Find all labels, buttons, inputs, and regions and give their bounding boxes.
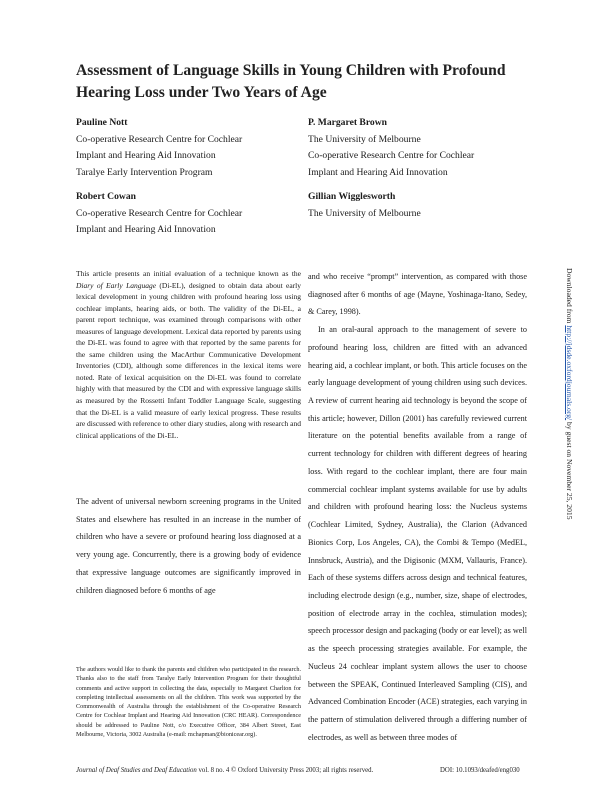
- abstract-text-pre: This article presents an initial evaluation of a technique known as the: [76, 269, 301, 278]
- body-paragraph: In an oral-aural approach to the management of severe to profound hearing loss, children are fitted with an advanced hearing aid, a cochlear implant, or both. This article focuses on the early language development of young children using such devices. A review of current hearing aid technology is beyond the scope of this article; however, Dillon (2001) has carefully reviewed current literature on the potential benefits available from a range of current technology for children with different degrees of hearing loss. With regard to the cochlear implant, there are four main commercial cochlear implant systems available for use by adults and children with profound hearing loss: the Nucleus systems (Cochlear Limited, Sydney, Australia), the Clarion (Advanced Bionics Corp, Los Angeles, CA), the Combi & Tempo (MedEL, Innsbruck, Austria), and the Digisonic (MXM, Vallauris, France). Each of these systems differs across design and technical features, including electrode design (e.g., number, size, shape of electrodes, position of electrode array in the cochlea, stimulation modes); speech processor design and packaging (body or ear level); as well as the speech processing strategies available. For example, the Nucleus 24 cochlear implant system allows the user to choose between the SPEAK, Continued Interleaved Sampling (CIS), and Advanced Combination Encoder (ACE) strategies, each varying in the pattern of stimulation delivered through a differing number of electrodes, as well as between three modes of: [308, 325, 527, 742]
- author-footnote: The authors would like to thank the parents and children who participated in the research. Thanks also to the staff from Taralye Early Intervention Program for their thoughtful comments and active support in collecting the data, especially to Margaret Charlton for completing intellectual assessments on all the children. This work was supported by the Commonwealth of Australia through the establishment of the Co-operative Research Centre for Cochlear Implant and Hearing Aid Innovation (CRC HEAR). Correspondence should be addressed to Pauline Nott, c/o Executive Officer, 384 Albert Street, East Melbourne, Victoria, 3002 Australia (e-mail: mchapman@bionicear.org).: [76, 666, 301, 739]
- journal-name: Journal of Deaf Studies and Deaf Education: [76, 767, 197, 774]
- journal-citation: [76, 767, 373, 774]
- author-3: [76, 189, 306, 239]
- author-affiliation: The University of Melbourne: [308, 133, 421, 145]
- journal-volume-copyright: vol. 8 no. 4 © Oxford University Press 2003; all rights reserved.: [196, 767, 374, 774]
- right-column: [308, 268, 527, 746]
- author-name: P. Margaret Brown: [308, 117, 387, 128]
- author-affiliation: Implant and Hearing Aid Innovation: [308, 166, 448, 178]
- author-affiliation: Taralye Early Intervention Program: [76, 166, 213, 178]
- doi: DOI: 10.1093/deafed/eng030: [440, 767, 520, 774]
- abstract: [76, 268, 301, 441]
- download-sidebar: [563, 268, 575, 628]
- author-affiliation: Implant and Hearing Aid Innovation: [76, 224, 216, 235]
- download-notice-post: by guest on November 25, 2015: [565, 420, 574, 520]
- author-affiliation: The University of Melbourne: [308, 207, 421, 219]
- article-title: Assessment of Language Skills in Young Children with Profound Hearing Loss under Two Years of Age: [76, 62, 506, 101]
- body-paragraph: and who receive “prompt” intervention, as compared with those diagnosed after 6 months of age (Mayne, Yoshinaga-Itano, Sedey, & Carey, 1998).: [308, 272, 527, 317]
- author-affiliation: Implant and Hearing Aid Innovation: [76, 150, 216, 161]
- author-name: Pauline Nott: [76, 117, 128, 128]
- download-notice: [563, 268, 575, 520]
- author-affiliation: Co-operative Research Centre for Cochlear: [308, 150, 475, 161]
- abstract-diary-title: Diary of Early Language: [76, 280, 157, 290]
- intro-paragraph: The advent of universal newborn screening programs in the United States and elsewhere has resulted in an increase in the number of children who have a severe or profound hearing loss diagnosed at a very young age. Concurrently, there is a growing body of evidence that expressive language outcomes are significantly improved in children diagnosed before 6 months of age: [76, 497, 301, 595]
- authors-right: [308, 115, 548, 222]
- author-name: Robert Cowan: [76, 191, 136, 202]
- journal-link[interactable]: http://jdsde.oxfordjournals.org/: [565, 325, 574, 421]
- author-1: [76, 115, 306, 181]
- download-notice-pre: Downloaded from: [565, 268, 574, 326]
- author-affiliation: Co-operative Research Centre for Cochlear: [76, 133, 243, 145]
- author-affiliation: Co-operative Research Centre for Cochlear: [76, 207, 243, 219]
- author-2: [308, 115, 548, 181]
- authors-left: [76, 115, 306, 239]
- author-name: Gillian Wigglesworth: [308, 191, 396, 202]
- abstract-text-post: (Di-EL), designed to obtain data about early lexical development in young children with profound hearing loss using cochlear implants, hearing aids, or both. The validity of the Di-EL, a parent report technique, was examined through comparisons with other measures of language development. Lexical data reported by parents using the Di-EL was found to agree with that reported by the same parents for the same children using the MacArthur Communicative Development Inventories (CDI), although some differences in the lexical items were noted. Rate of lexical acquisition on the Di-EL was found to correlate highly with that measured by the CDI and with expressive language skills as measured by the Rossetti Infant Toddler Language Scale, suggesting that the Di-EL is a valid measure of early lexical progress. These results are discussed with reference to other diary studies, along with research and clinical applications of the Di-EL.: [76, 280, 301, 440]
- author-4: [308, 189, 548, 222]
